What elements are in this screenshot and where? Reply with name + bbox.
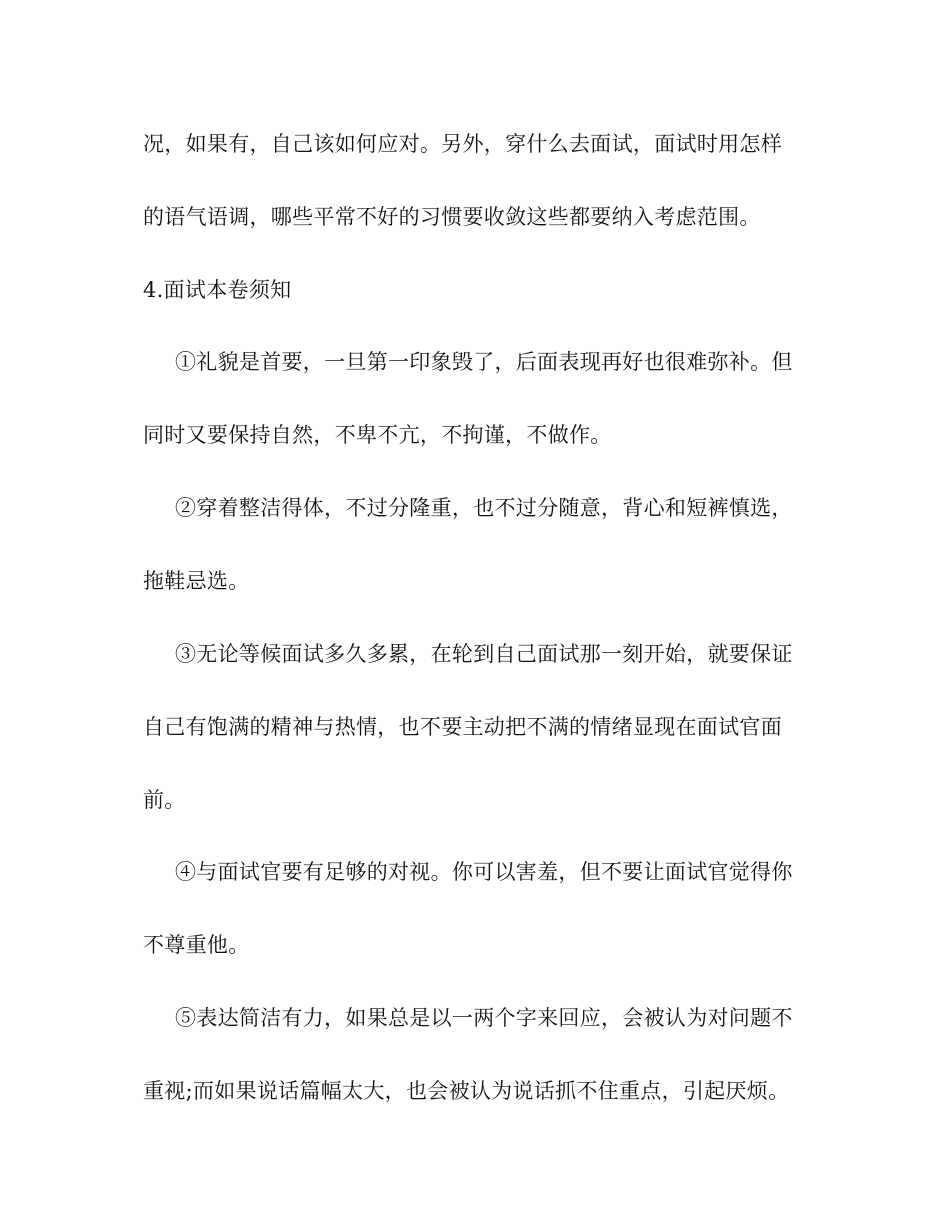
list-item-2-line: 拖鞋忌选。 bbox=[143, 569, 250, 593]
list-item-2-line: ②穿着整洁得体，不过分隆重，也不过分随意，背心和短裤慎选， bbox=[175, 496, 793, 520]
list-item-3-line: ③无论等候面试多久多累，在轮到自己面试那一刻开始，就要保证 bbox=[175, 642, 793, 666]
list-item-1-line: ①礼貌是首要，一旦第一印象毁了，后面表现再好也很难弥补。但 bbox=[175, 350, 793, 374]
list-item-4-line: 不尊重他。 bbox=[143, 933, 250, 957]
list-item-3-line: 前。 bbox=[143, 788, 186, 812]
list-item-5-line: 重视;而如果说话篇幅太大，也会被认为说话抓不住重点，引起厌烦。 bbox=[143, 1079, 790, 1103]
list-item-3-line: 自己有饱满的精神与热情，也不要主动把不满的情绪显现在面试官面 bbox=[143, 715, 782, 739]
section-heading: 4.面试本卷须知 bbox=[143, 278, 292, 302]
paragraph-line: 况，如果有，自己该如何应对。另外，穿什么去面试，面试时用怎样 bbox=[143, 132, 782, 156]
list-item-4-line: ④与面试官要有足够的对视。你可以害羞，但不要让面试官觉得你 bbox=[175, 860, 793, 884]
list-item-1-line: 同时又要保持自然，不卑不亢，不拘谨，不做作。 bbox=[143, 423, 612, 447]
paragraph-line: 的语气语调，哪些平常不好的习惯要收敛这些都要纳入考虑范围。 bbox=[143, 205, 761, 229]
list-item-5-line: ⑤表达简洁有力，如果总是以一两个字来回应，会被认为对问题不 bbox=[175, 1006, 793, 1030]
